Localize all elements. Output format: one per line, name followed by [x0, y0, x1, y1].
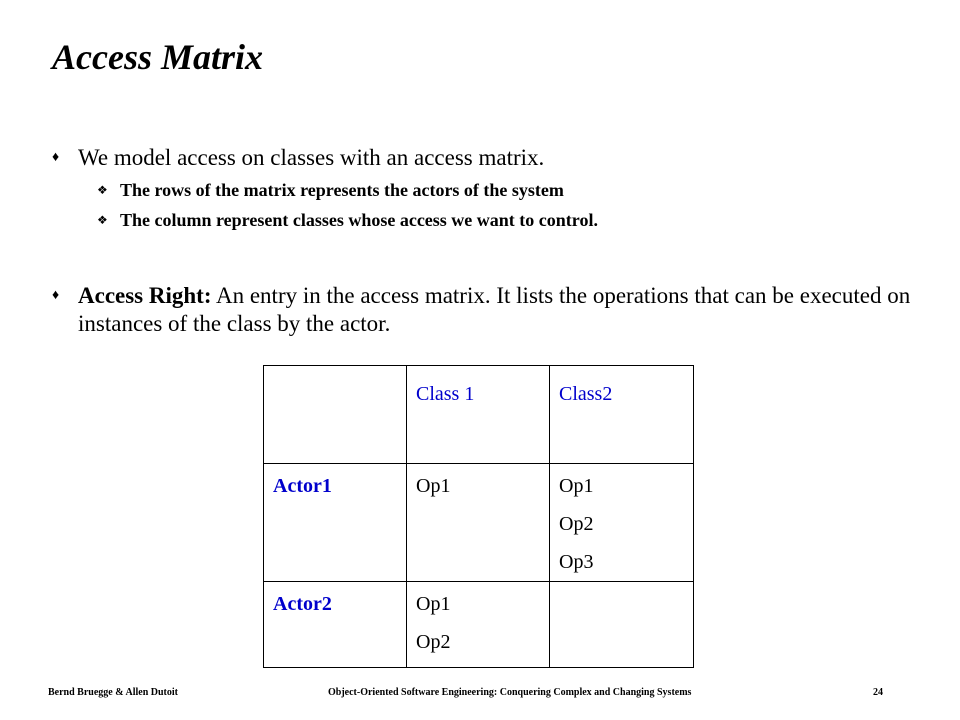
sub-bullet-text: The column represent classes whose access we want to control.	[120, 210, 598, 230]
actor-label: Actor2	[273, 593, 332, 615]
column-header-class2: Class2	[550, 366, 694, 464]
sub-bullet-icon: ❖	[97, 213, 108, 227]
page-number: 24	[873, 687, 883, 698]
slide-title: Access Matrix	[52, 37, 263, 77]
table-row	[264, 582, 694, 668]
sub-bullet-text: The rows of the matrix represents the actors of the system	[120, 180, 564, 200]
row-header-actor1	[264, 464, 407, 582]
row-header-actor2	[264, 582, 407, 668]
sub-bullet-icon: ❖	[97, 183, 108, 197]
sub-bullet-rows	[97, 178, 912, 202]
bullet-access-matrix	[52, 144, 912, 232]
access-right-definition: An entry in the access matrix. It lists the operations that can be executed on instances of the class by the actor.	[78, 283, 911, 336]
bullet-text	[78, 282, 912, 338]
operation: Op1	[416, 475, 451, 497]
actor-label: Actor1	[273, 475, 332, 497]
footer-authors: Bernd Bruegge & Allen Dutoit	[48, 687, 178, 698]
sub-bullet-columns	[97, 208, 912, 232]
table-cell	[550, 582, 694, 668]
operation: Op3	[559, 551, 594, 573]
column-header-class1: Class 1	[407, 366, 550, 464]
table-cell	[407, 464, 550, 582]
footer-book-title: Object-Oriented Software Engineering: Conquering Complex and Changing Systems	[328, 687, 692, 698]
table-cell	[407, 582, 550, 668]
table-header-row	[264, 366, 694, 464]
operation: Op2	[416, 631, 451, 653]
operation: Op2	[559, 513, 594, 535]
diamond-bullet-icon: ♦	[52, 150, 60, 165]
table-cell	[550, 464, 694, 582]
access-matrix-table	[263, 365, 694, 668]
bullet-access-right	[52, 282, 912, 338]
diamond-bullet-icon: ♦	[52, 288, 60, 303]
table-row	[264, 464, 694, 582]
corner-cell	[264, 366, 407, 464]
access-right-term: Access Right:	[78, 283, 212, 308]
operation: Op1	[559, 475, 594, 497]
operation: Op1	[416, 593, 451, 615]
bullet-text: We model access on classes with an access matrix.	[78, 145, 545, 170]
